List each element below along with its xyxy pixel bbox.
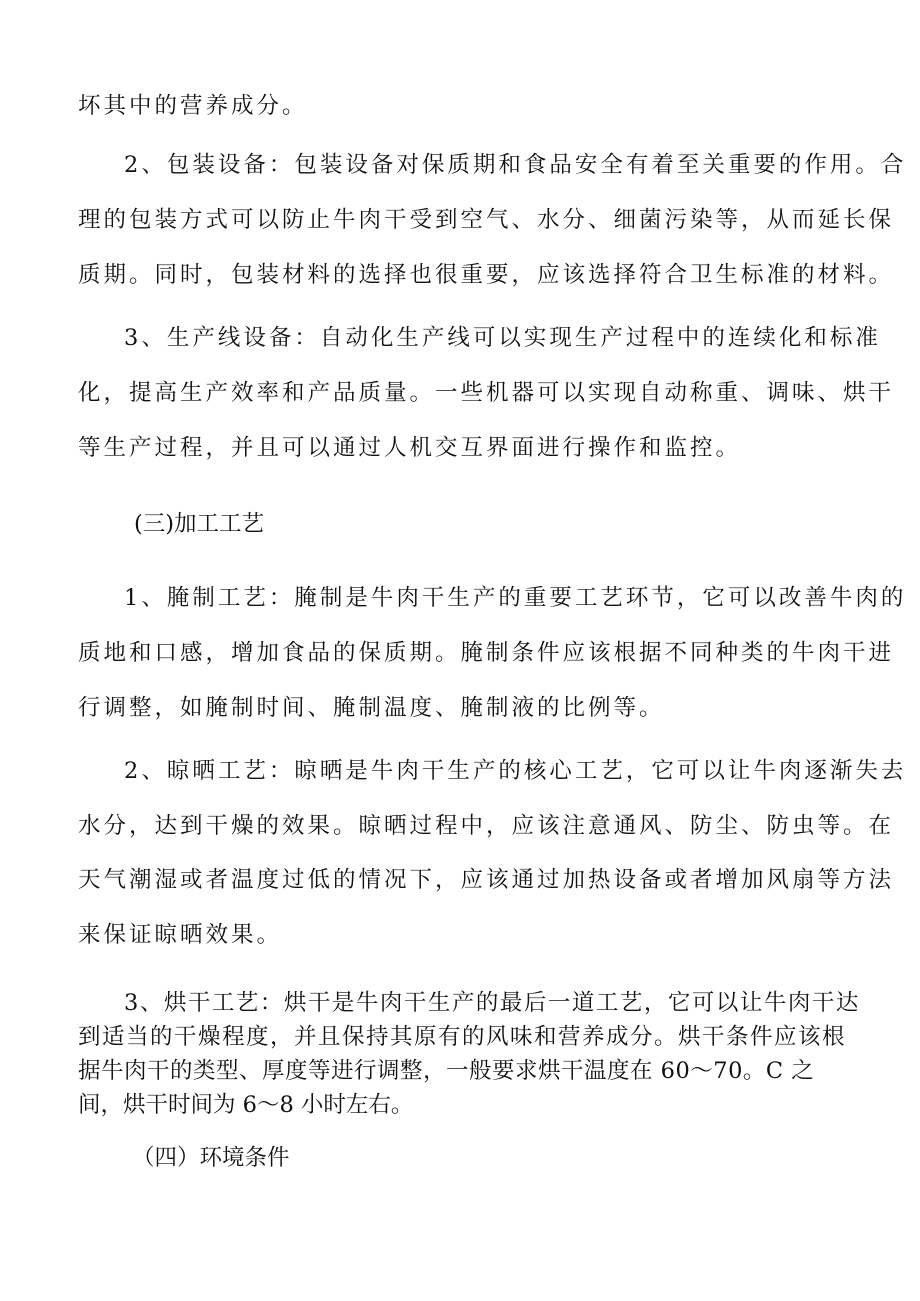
text-line-19: 间，烘干时间为 6～8 小时左右。 (78, 1092, 414, 1118)
text-line-13: 水分，达到干燥的效果。晾晒过程中，应该注意通风、防尘、防虫等。在 (78, 813, 895, 839)
text-line-4: 质期。同时，包装材料的选择也很重要，应该选择符合卫生标准的材料。 (78, 262, 895, 288)
section-heading-4: （四）环境条件 (132, 1145, 290, 1171)
section-heading-3: (三)加工工艺 (134, 511, 265, 537)
text-line-11: 行调整，如腌制时间、腌制温度、腌制液的比例等。 (78, 695, 665, 721)
text-line-5: 3、生产线设备：自动化生产线可以实现生产过程中的连续化和标准 (124, 325, 881, 351)
text-line-10: 质地和口感，增加食品的保质期。腌制条件应该根据不同种类的牛肉干进 (78, 640, 895, 666)
text-line-1: 坏其中的营养成分。 (78, 93, 308, 119)
text-line-18: 据牛肉干的类型、厚度等进行调整，一般要求烘干温度在 60～70。C 之 (78, 1058, 815, 1084)
text-line-2: 2、包装设备：包装设备对保质期和食品安全有着至关重要的作用。合 (124, 152, 907, 178)
text-line-3: 理的包装方式可以防止牛肉干受到空气、水分、细菌污染等，从而延长保 (78, 207, 895, 233)
text-line-14: 天气潮湿或者温度过低的情况下，应该通过加热设备或者增加风扇等方法 (78, 867, 895, 893)
text-line-15: 来保证晾晒效果。 (78, 922, 283, 948)
text-line-7: 等生产过程，并且可以通过人机交互界面进行操作和监控。 (78, 435, 742, 461)
text-line-17: 到适当的干燥程度，并且保持其原有的风味和营养成分。烘干条件应该根 (78, 1024, 847, 1050)
text-line-16: 3、烘干工艺：烘干是牛肉干生产的最后一道工艺，它可以让牛肉干达 (124, 990, 860, 1016)
text-line-9: 1、腌制工艺：腌制是牛肉干生产的重要工艺环节，它可以改善牛肉的 (124, 585, 907, 611)
text-line-12: 2、晾晒工艺：晾晒是牛肉干生产的核心工艺，它可以让牛肉逐渐失去 (124, 758, 907, 784)
text-line-6: 化，提高生产效率和产品质量。一些机器可以实现自动称重、调味、烘干 (78, 380, 895, 406)
